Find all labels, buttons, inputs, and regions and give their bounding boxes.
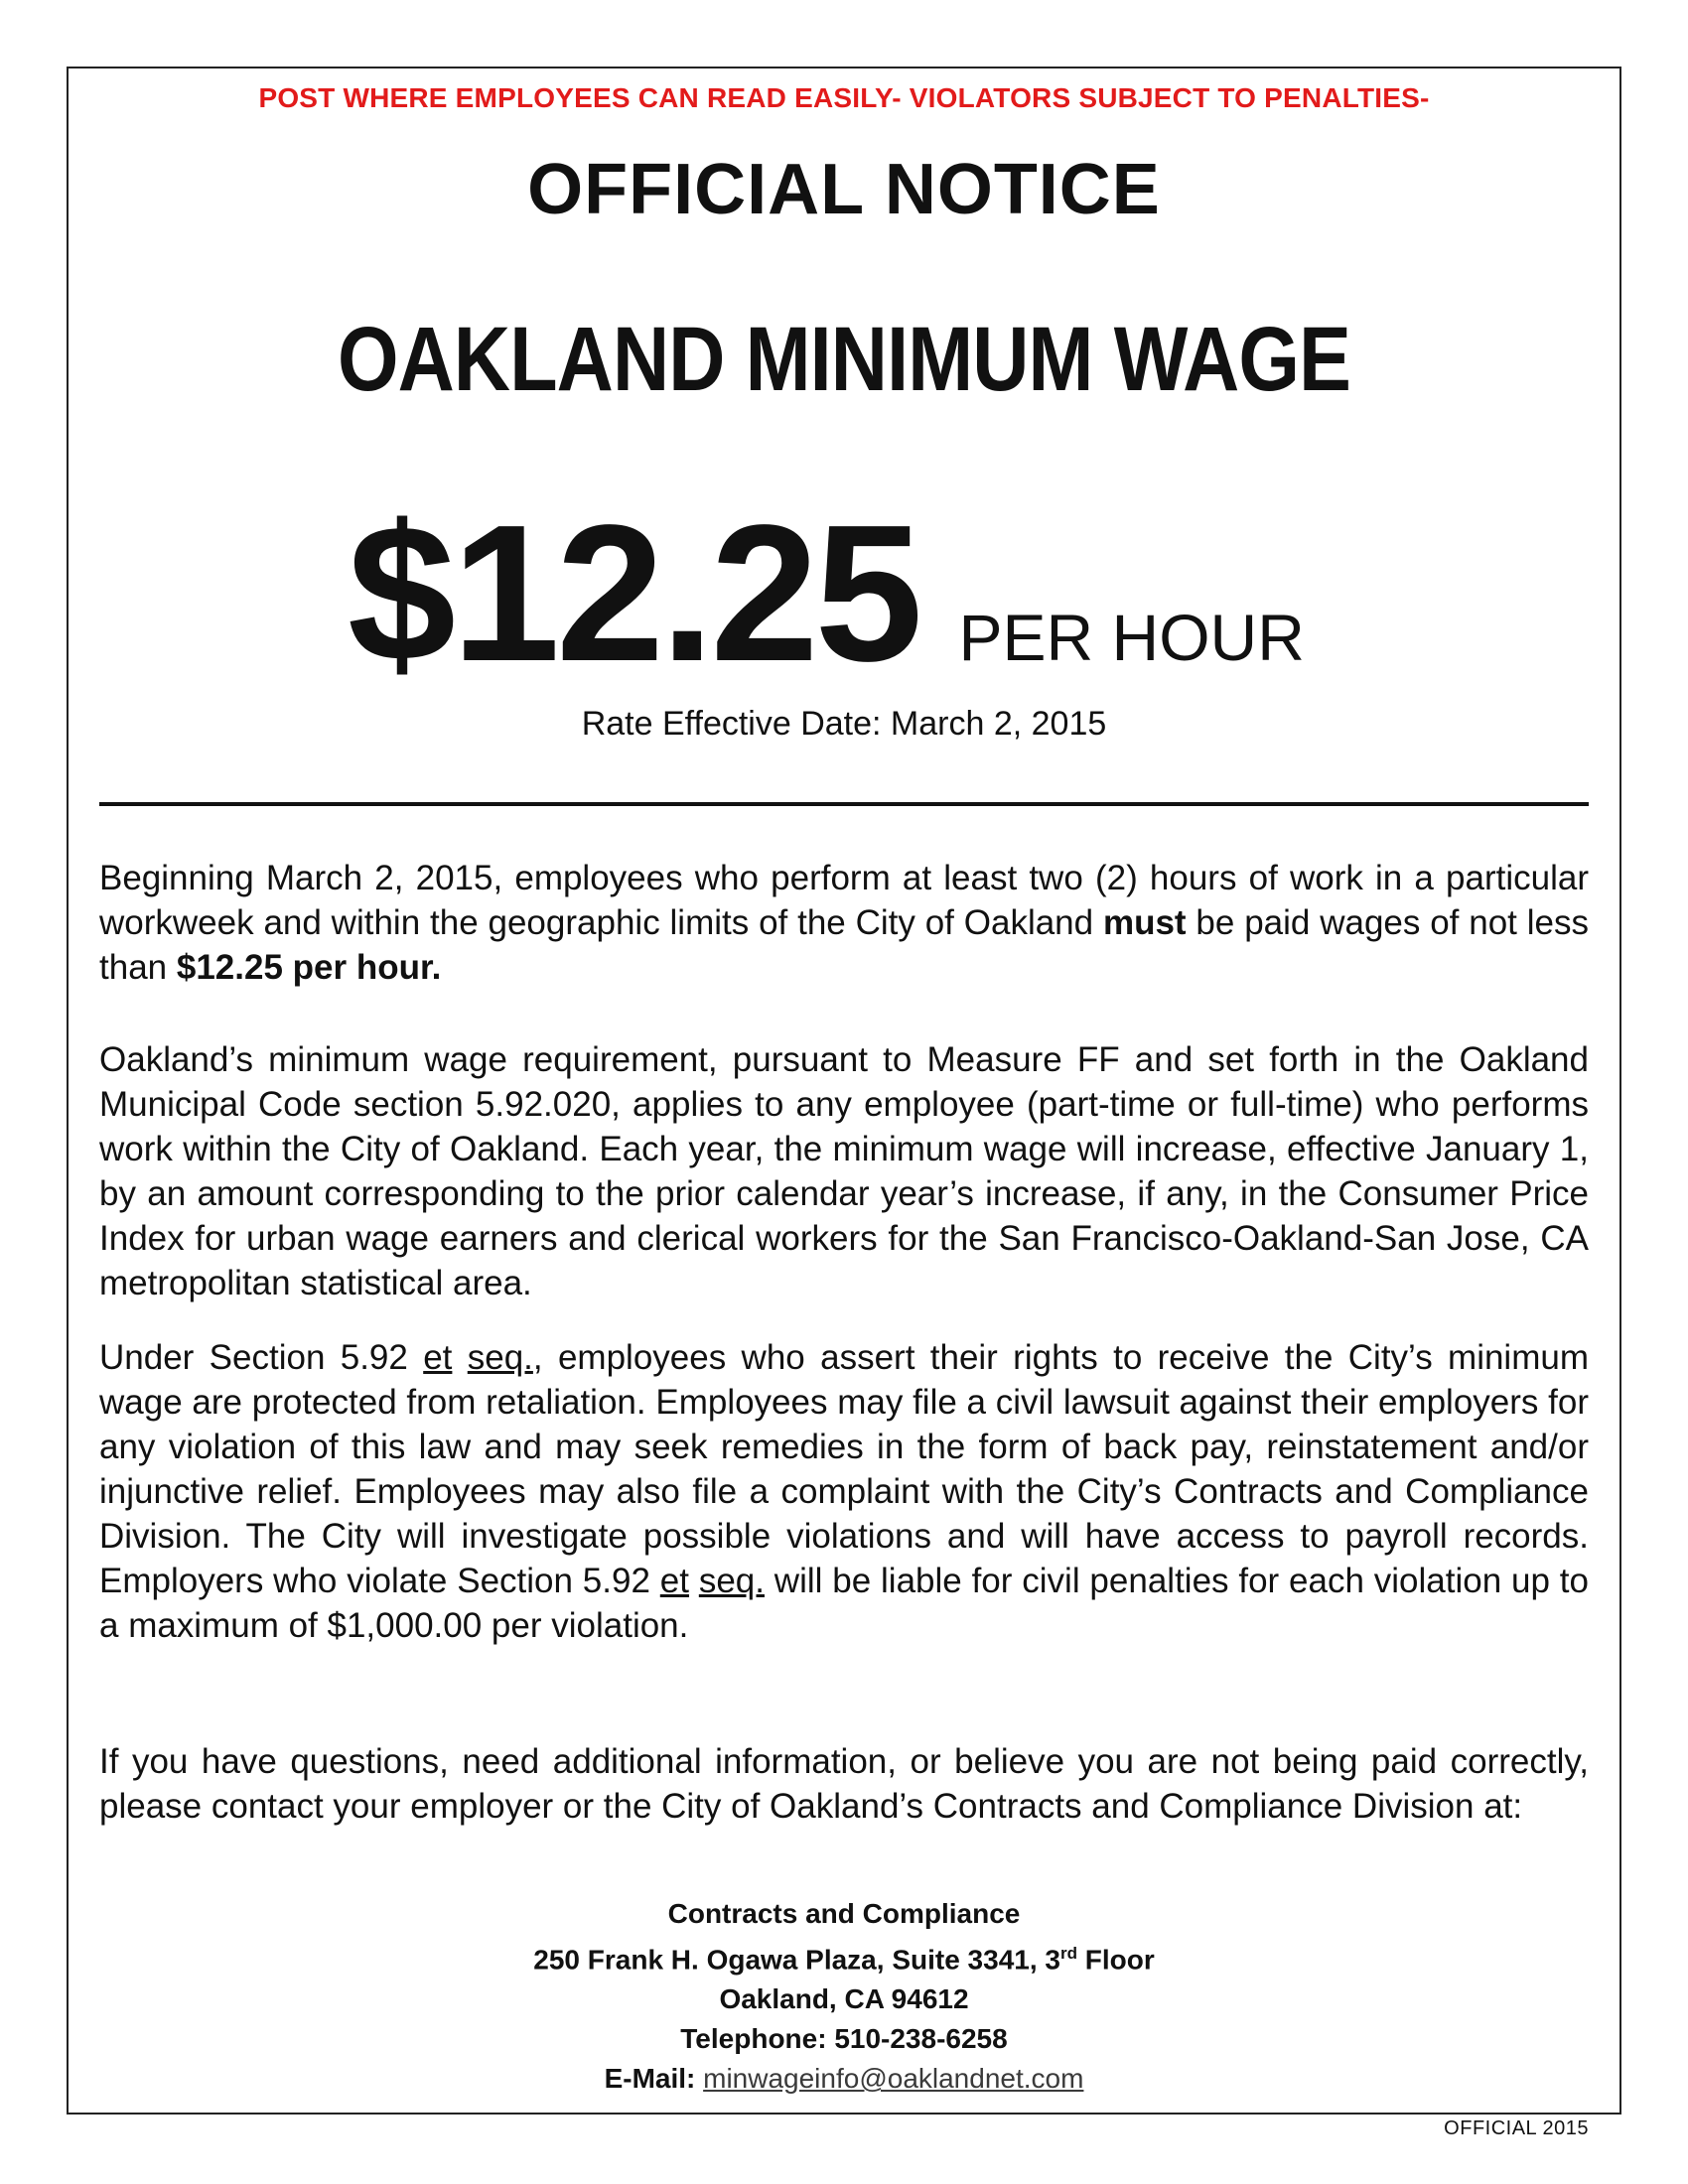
footer-mark: OFFICIAL 2015 [1444,2117,1589,2139]
effective-date: Rate Effective Date: March 2, 2015 [581,705,1107,743]
seq-underlined: seq. [467,1338,533,1377]
contact-city: Oakland, CA 94612 [719,1983,969,2015]
paragraph1-text-2: be paid wages of not less than [99,903,1589,987]
posting-warning: POST WHERE EMPLOYEES CAN READ EASILY- VIOLATORS SUBJECT TO PENALTIES- [258,82,1430,113]
seq-underlined-2: seq. [698,1562,765,1600]
email-link[interactable]: minwageinfo@oaklandnet.com [703,2063,1084,2095]
official-notice-heading: OFFICIAL NOTICE [527,150,1161,229]
address-text: 250 Frank H. Ogawa Plaza, Suite 3341, 3 [533,1944,1060,1976]
must-emphasis: must [1102,903,1187,942]
address-superscript: rd [1059,1944,1077,1963]
contact-block [67,1894,1621,2099]
et-underlined-2: et [659,1562,689,1600]
paragraph-requirement: Oakland’s minimum wage requirement, pursuant to Measure FF and set forth in the Oakland Municipal Code section 5.92.020, applies to any employee (part-time or full-time) who performs work within the City of Oakland. Each year, the minimum wage will increase, effective January 1, by an amount corresponding to the prior calendar year’s increase, if any, in the Consumer Price Index for urban wage earners and clerical workers for the San Francisco-Oakland-San Jose, CA metropolitan statistical area. [99,1040,1589,1302]
paragraph-retaliation [99,1335,1589,1648]
contact-telephone: Telephone: 510-238-6258 [680,2023,1008,2055]
address-floor: Floor [1076,1944,1155,1976]
wage-amount: $12.25 [348,484,919,702]
per-hour-label: PER HOUR [958,601,1305,674]
wage-rate-row [348,484,1305,702]
rate-emphasis: $12.25 per hour. [176,948,442,987]
email-label: E-Mail: [604,2063,704,2095]
paragraph1-text: Beginning March 2, 2015, employees who perform at least two (2) hours of work in a particular workweek and within the geographic limits of the City of Oakland [99,859,1589,942]
paragraph3-text-3: will be liable for civil penalties for each violation up to a maximum of $1,000.00 per violation. [99,1562,1589,1645]
et-underlined: et [423,1338,453,1377]
paragraph3-text: Under Section 5.92 [99,1338,424,1377]
contact-email-row [67,2059,1621,2099]
contact-address [67,1934,1621,1979]
paragraph-beginning [99,856,1589,990]
paragraph-questions: If you have questions, need additional information, or believe you are not being paid correctly, please contact your employer or the City of Oakland’s Contracts and Compliance Division at: [99,1742,1589,1826]
contact-name: Contracts and Compliance [667,1898,1021,1929]
page-title: OAKLAND MINIMUM WAGE [337,309,1351,410]
divider [99,802,1589,806]
paragraph3-text-2: , employees who assert their rights to receive the City’s minimum wage are protected from retaliation. Employees may file a civil lawsuit against their employers for any violation of this law and may seek remedies in the form of back pay, reinstatement and/or injunctive relief. Employees may also file a complaint with the City’s Contracts and Compliance Division. The City will investigate possible violations and will have access to payroll records. Employers who violate Section 5.92 [99,1338,1589,1600]
